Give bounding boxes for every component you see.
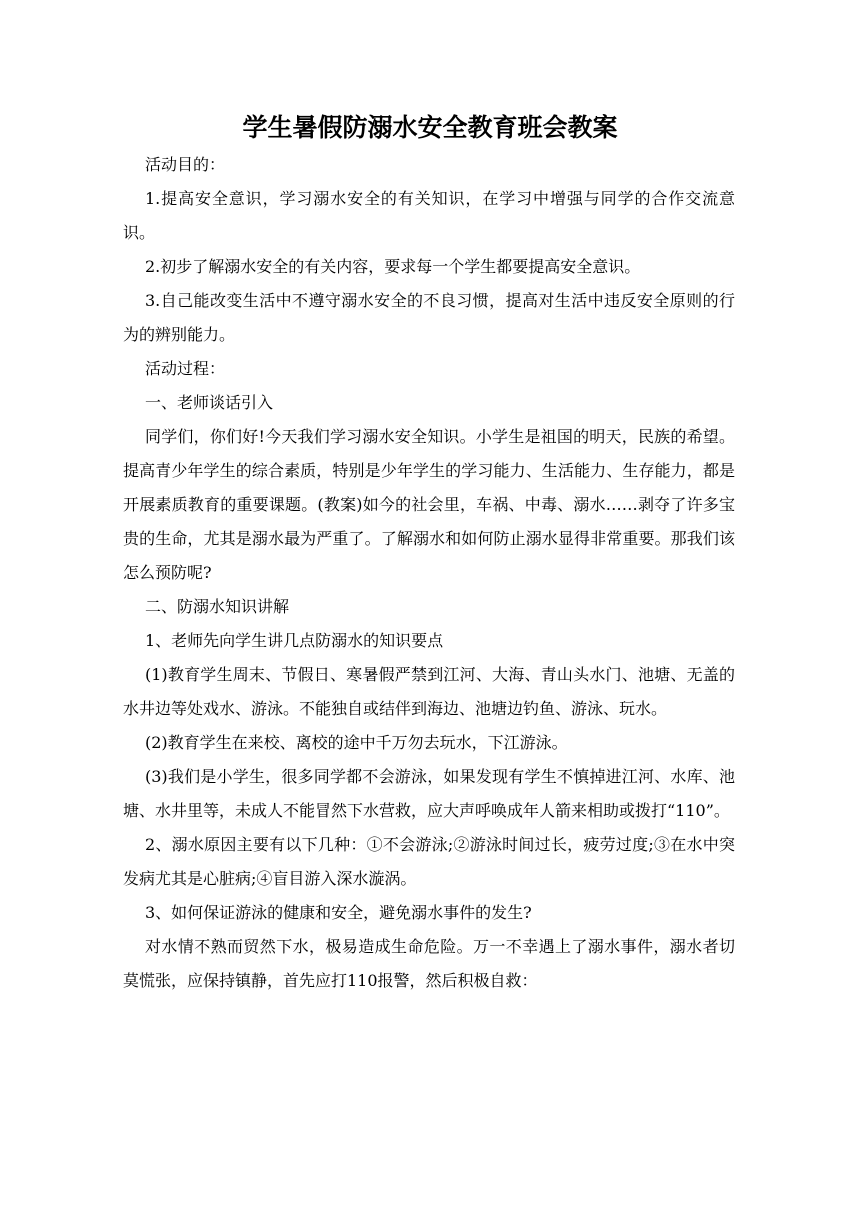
subheading-knowledge-points: 1、老师先向学生讲几点防溺水的知识要点 — [145, 631, 444, 650]
subheading-safety: 3、如何保证游泳的健康和安全，避免溺水事件的发生? — [145, 903, 532, 922]
section-heading-intro: 一、老师谈话引入 — [145, 393, 274, 412]
paragraph-purpose-3: 3.自己能改变生活中不遵守溺水安全的不良习惯，提高对生活中违反安全原则的行为的辨别能力。 — [123, 291, 735, 344]
paragraph-purpose-1: 1.提高安全意识，学习溺水安全的有关知识，在学习中增强与同学的合作交流意识。 — [123, 189, 735, 242]
paragraph-point-2: (2)教育学生在来校、离校的途中千万勿去玩水，下江游泳。 — [145, 733, 568, 752]
paragraph-self-rescue: 对水情不熟而贸然下水，极易造成生命危险。万一不幸遇上了溺水事件，溺水者切莫慌张，应保持镇静，首先应打110报警，然后积极自救： — [123, 937, 735, 990]
paragraph-intro: 同学们，你们好!今天我们学习溺水安全知识。小学生是祖国的明天，民族的希望。提高青少年学生的综合素质，特别是少年学生的学习能力、生活能力、生存能力，都是开展素质教育的重要课题。(教案)如今的社会里，车祸、中毒、溺水……剥夺了许多宝贵的生命，尤其是溺水最为严重了。了解溺水和如何防止溺水显得非常重要。那我们该怎么预防呢? — [123, 427, 735, 582]
paragraph-point-1: (1)教育学生周末、节假日、寒暑假严禁到江河、大海、青山头水门、池塘、无盖的水井边等处戏水、游泳。不能独自或结伴到海边、池塘边钓鱼、游泳、玩水。 — [123, 665, 735, 718]
section-heading-knowledge: 二、防溺水知识讲解 — [145, 597, 290, 616]
paragraph-causes: 2、溺水原因主要有以下几种：①不会游泳;②游泳时间过长，疲劳过度;③在水中突发病尤其是心脏病;④盲目游入深水漩涡。 — [123, 835, 735, 888]
paragraph-process-heading: 活动过程： — [145, 359, 226, 378]
document-title: 学生暑假防溺水安全教育班会教案 — [242, 113, 618, 142]
paragraph-purpose-2: 2.初步了解溺水安全的有关内容，要求每一个学生都要提高安全意识。 — [145, 257, 641, 276]
paragraph-point-3: (3)我们是小学生，很多同学都不会游泳，如果发现有学生不慎掉进江河、水库、池塘、水井里等，未成人不能冒然下水营救，应大声呼唤成年人箭来相助或拨打“110”。 — [123, 767, 735, 820]
document-body — [123, 148, 735, 998]
paragraph-purpose-heading: 活动目的： — [145, 155, 226, 174]
